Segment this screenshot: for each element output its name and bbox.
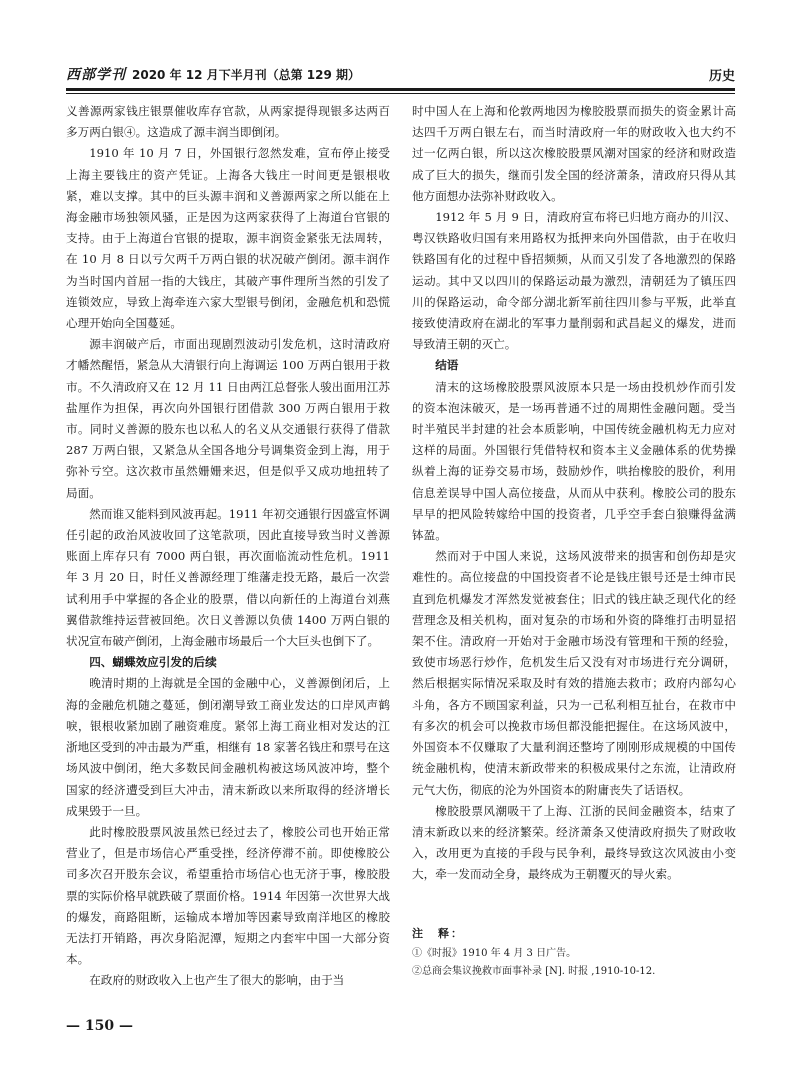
header-rule-thick <box>66 88 735 91</box>
paragraph: 清末的这场橡胶股票风波原本只是一场由投机炒作而引发的资本泡沫破灭，是一场再普通不过的周期性金融问题。受当时半殖民半封建的社会本质影响，中国传统金融机构无力应对这样的局面。外国银行凭借特权和资本主义金融体系的优势操纵着上海的证券交易市场，鼓励炒作，哄抬橡胶的股价，利用信息差误导中国人高位接盘，从而从中获利。橡胶公司的股东早早的把风险转嫁给中国的投资者，几乎空手套白狼赚得盆满钵盈。 <box>412 379 736 543</box>
paragraph: 晚清时期的上海就是全国的金融中心，义善源倒闭后，上海的金融危机随之蔓延，倒闭潮导致工商业发达的口岸风声鹤唳，银根收紧加剧了融资难度。紧邻上海工商业相对发达的江浙地区受到的冲击最为严重，相继有 18 家著名钱庄和票号在这场风波中倒闭，绝大多数民间金融机构被这场风波冲垮，整个国家的经济遭受到巨大冲击，清末新政以来所取得的经济增长成果毁于一旦。 <box>66 676 390 818</box>
header-left <box>66 64 360 84</box>
paragraph: 然而谁又能料到风波再起。1911 年初交通银行因盛宣怀调任引起的政治风波收回了这笔款项，因此直接导致当时义善源账面上库存只有 7000 两白银，再次面临流动性危机。1911 年 3 月 20 日，时任义善源经理丁维藩走投无路，最后一次尝试利用手中掌握的各企业的股票，借以向新任的上海道台刘燕翼借款维持运营被回绝。次日义善源以负债 1400 万两白银的状况宣布破产倒闭，上海金融市场最后一个大巨头也倒下了。 <box>66 506 390 649</box>
section-heading: 结语 <box>435 358 459 373</box>
paragraph: 义善源两家钱庄银票催收库存官款，从两家提得现银多达两百多万两白银④。这造成了源丰润当即倒闭。 <box>66 104 390 140</box>
note-item: ②总商会集议挽救市面事补录 [N]. 时报 ,1910-10-12. <box>412 966 656 977</box>
paragraph: 此时橡胶股票风波虽然已经过去了，橡胶公司也开始正常营业了，但是市场信心严重受挫，经济停滞不前。即使橡胶公司多次召开股东会议，希望重拾市场信心也无济于事，橡胶股票的实际价格早就跌破了票面价格。1914 年因第一次世界大战的爆发，商路阻断，运输成本增加等因素导致南洋地区的橡胶无法打开销路，再次身陷泥潭，短期之内套牢中国一大部分资本。 <box>66 824 390 967</box>
section-tag: 历史 <box>708 68 735 84</box>
page-number: — 150 — <box>66 1018 133 1034</box>
issue-info: 2020 年 12 月下半月刊（总第 129 期） <box>132 67 361 82</box>
left-column <box>66 101 390 992</box>
paragraph: 源丰润破产后，市面出现剧烈波动引发危机，这时清政府才幡然醒悟，紧急从大清银行向上海调运 100 万两白银用于救市。不久清政府又在 12 月 11 日由两江总督张人骏出面用江苏盐厘作为担保，再次向外国银行团借款 300 万两白银用于救市。同时义善源的股东也以私人的名义从交通银行获得了借款 287 万两白银，又紧急从全国各地分号调集资金到上海，用于弥补亏空。这次救市虽然姗姗来迟，但是似乎又成功地扭转了局面。 <box>66 337 390 500</box>
right-column <box>412 101 736 886</box>
running-header <box>66 60 735 88</box>
notes-title: 注 释： <box>412 927 464 940</box>
section-heading: 四、蝴蝶效应引发的后续 <box>89 655 217 670</box>
paragraph: 1910 年 10 月 7 日，外国银行忽然发难，宣布停止接受上海主要钱庄的资产凭证。上海各大钱庄一时间更是银根收紧，难以支撑。其中的巨头源丰润和义善源两家之所以能在上海金融市场独领风骚，正是因为这两家获得了上海道台官银的支持。由于上海道台官银的提取，源丰润资金紧张无法周转，在 10 月 8 日以亏欠两千万两白银的状况破产倒闭。源丰润作为当时国内首屈一指的大钱庄，其破产事件理所当然的引发了连锁效应，导致上海牵连六家大型银号倒闭，金融危机和恐慌心理开始向全国蔓延。 <box>66 146 390 331</box>
paragraph: 然而对于中国人来说，这场风波带来的损害和创伤却是灾难性的。高位接盘的中国投资者不论是钱庄银号还是士绅市民直到危机爆发才浑然发觉被套住；旧式的钱庄缺乏现代化的经营理念及相关机构，面对复杂的市场和外资的降维打击明显招架不住。清政府一开始对于金融市场没有管理和干预的经验，致使市场恶行炒作，危机发生后又没有对市场进行充分调研，然后根据实际情况采取及时有效的措施去救市；政府内部勾心斗角，各方不顾国家利益，只为一己私利相互扯台，在救市中有多次的机会可以挽救市场但都没能把握住。在这场风波中，外国资本不仅赚取了大量利润还整垮了刚刚形成规模的中国传统金融机构，使清末新政带来的积极成果付之东流，让清政府元气大伤，彻底的沦为外国资本的附庸丧失了话语权。 <box>412 549 736 797</box>
notes-section <box>412 925 736 981</box>
paragraph: 1912 年 5 月 9 日，清政府宣布将已归地方商办的川汉、粤汉铁路收归国有来用路权为抵押来向外国借款，由于在收归铁路国有化的过程中昏招频频，从而又引发了各地激烈的保路运动。其中又以四川的保路运动最为激烈，清朝廷为了镇压四川的保路运动，命令部分湖北新军前往四川参与平叛，此举直接致使清政府在湖北的军事力量削弱和武昌起义的爆发，进而导致清王朝的灭亡。 <box>412 210 736 352</box>
paragraph: 在政府的财政收入上也产生了很大的影响，由于当 <box>89 973 345 988</box>
header-rule-thin <box>66 93 735 94</box>
paragraph: 时中国人在上海和伦敦两地因为橡胶股票而损失的资金累计高达四千万两白银左右，而当时清政府一年的财政收入也大约不过一亿两白银，所以这次橡胶股票风潮对国家的经济和财政造成了巨大的损失，继而引发全国的经济萧条，清政府只得从其他方面想办法弥补财政收入。 <box>412 104 736 203</box>
journal-name: 西部学刊 <box>66 67 126 83</box>
paragraph: 橡胶股票风潮吸干了上海、江浙的民间金融资本，结束了清末新政以来的经济繁荣。经济萧条又使清政府损失了财政收入，改用更为直接的手段与民争利，最终导致这次风波由小变大，牵一发而动全身，最终成为王朝覆灭的导火索。 <box>412 803 736 882</box>
note-item: ①《时报》1910 年 4 月 3 日广告。 <box>412 948 577 959</box>
